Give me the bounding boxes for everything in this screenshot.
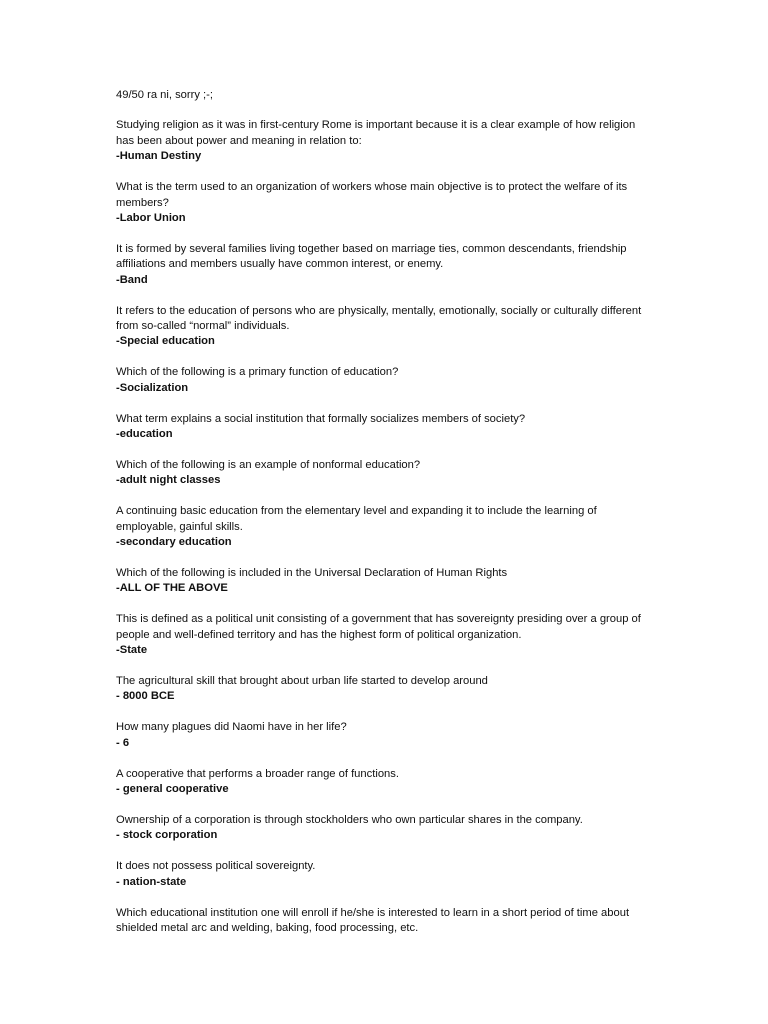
answer-text: - 8000 BCE xyxy=(116,690,175,703)
question-text: Studying religion as it was in first-century Rome is important because it is a clear example of how religion has been about power and meaning in relation to: xyxy=(116,119,636,147)
qa-item xyxy=(116,566,646,597)
answer-text: -Labor Union xyxy=(116,211,186,224)
question-text: A cooperative that performs a broader range of functions. xyxy=(116,767,399,780)
answer-text: -ALL OF THE ABOVE xyxy=(116,582,228,595)
answer-text: -State xyxy=(116,644,148,657)
qa-item xyxy=(116,612,646,658)
question-text: What is the term used to an organization of workers whose main objective is to protect the welfare of its members? xyxy=(116,181,628,209)
answer-text: -Band xyxy=(116,273,148,286)
document-content xyxy=(116,88,646,952)
qa-item xyxy=(116,813,646,844)
question-text: It is formed by several families living together based on marriage ties, common descendants, friendship affiliations and members usually have common interest, or enemy. xyxy=(116,242,627,271)
answer-text: - 6 xyxy=(116,736,130,749)
question-text: What term explains a social institution that formally socializes members of society? xyxy=(116,412,526,425)
question-text: Ownership of a corporation is through stockholders who own particular shares in the company. xyxy=(116,813,583,826)
question-text: How many plagues did Naomi have in her life? xyxy=(116,721,347,734)
question-text: It does not possess political sovereignty. xyxy=(116,860,316,873)
qa-item xyxy=(116,242,646,288)
answer-text: -Socialization xyxy=(116,381,189,394)
question-text: Which of the following is included in the Universal Declaration of Human Rights xyxy=(116,566,508,579)
qa-item xyxy=(116,180,646,226)
answer-text: -adult night classes xyxy=(116,474,221,487)
qa-item xyxy=(116,365,646,396)
question-text: The agricultural skill that brought about urban life started to develop around xyxy=(116,674,488,687)
question-text: This is defined as a political unit consisting of a government that has sovereignty presiding over a group of people and well-defined territory and has the highest form of political organization. xyxy=(116,613,641,641)
question-text: It refers to the education of persons who are physically, mentally, emotionally, socially or culturally different from so-called “normal” individuals. xyxy=(116,304,642,332)
answer-text: -Special education xyxy=(116,335,215,348)
qa-item xyxy=(116,720,646,751)
qa-item xyxy=(116,118,646,164)
qa-item xyxy=(116,674,646,705)
question-text: A continuing basic education from the elementary level and expanding it to include the learning of employable, gainful skills. xyxy=(116,505,597,533)
score-note: 49/50 ra ni, sorry ;-; xyxy=(116,89,213,101)
qa-item xyxy=(116,767,646,798)
qa-item xyxy=(116,304,646,350)
answer-text: - stock corporation xyxy=(116,829,218,842)
question-text: Which of the following is a primary function of education? xyxy=(116,366,399,379)
answer-text: - general cooperative xyxy=(116,783,229,795)
qa-item xyxy=(116,906,646,937)
qa-item xyxy=(116,458,646,489)
qa-item xyxy=(116,504,646,550)
question-text: Which of the following is an example of nonformal education? xyxy=(116,458,421,471)
qa-item xyxy=(116,859,646,890)
answer-text: -Human Destiny xyxy=(116,150,202,163)
answer-text: -education xyxy=(116,428,173,440)
answer-text: -secondary education xyxy=(116,536,232,549)
qa-item xyxy=(116,412,646,443)
answer-text: - nation-state xyxy=(116,875,187,888)
question-text: Which educational institution one will enroll if he/she is interested to learn in a short period of time about shielded metal arc and welding, baking, food processing, etc. xyxy=(116,906,630,934)
